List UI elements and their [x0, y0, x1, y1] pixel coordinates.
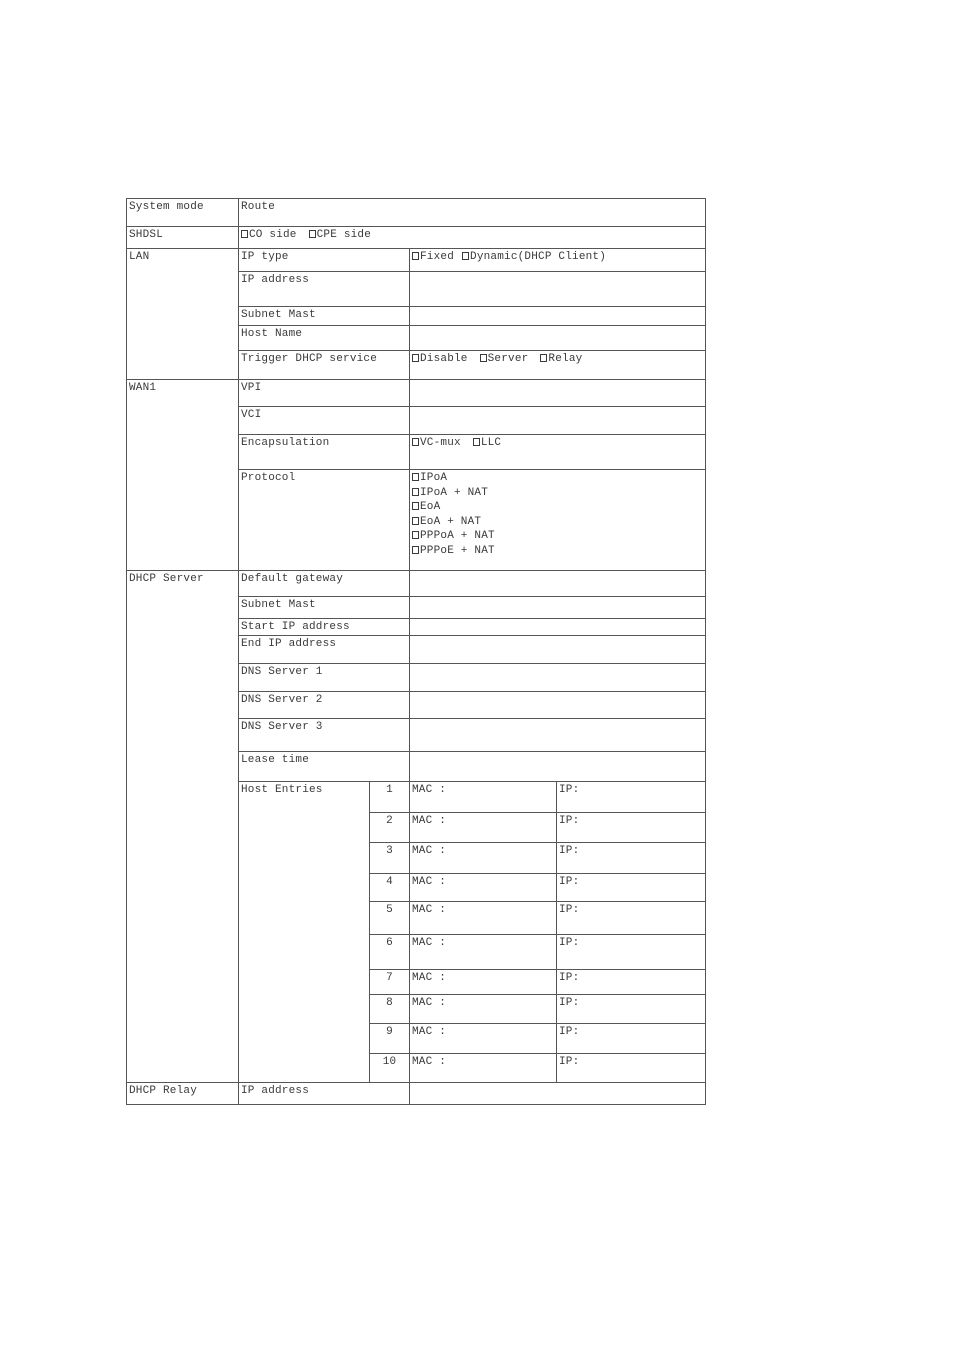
co-side-option[interactable]: CO side [241, 229, 297, 241]
dhcp-dns2-field[interactable] [410, 691, 706, 718]
host-entry-ip-field[interactable]: IP: [557, 1023, 706, 1053]
checkbox-icon[interactable] [462, 252, 469, 260]
checkbox-icon[interactable] [412, 546, 419, 554]
dhcp-end-ip-field[interactable] [410, 635, 706, 663]
vc-mux-option[interactable]: VC-mux [412, 437, 461, 449]
host-entry-mac-field[interactable]: MAC : [410, 781, 557, 812]
host-entry-number: 3 [370, 842, 410, 873]
host-entry-mac-field[interactable]: MAC : [410, 901, 557, 934]
host-entry-ip-field[interactable]: IP: [557, 842, 706, 873]
host-entry-mac-field[interactable]: MAC : [410, 1023, 557, 1053]
host-entry-mac-field[interactable]: MAC : [410, 994, 557, 1023]
lan-ip-type-options [410, 249, 706, 272]
wan1-encapsulation-options [410, 435, 706, 470]
lan-host-name-label: Host Name [239, 326, 410, 351]
lan-subnet-field[interactable] [410, 307, 706, 326]
checkbox-icon[interactable] [473, 438, 480, 446]
system-mode-row [127, 199, 706, 227]
dhcp-server-label: DHCP Server [127, 571, 239, 1083]
disable-option[interactable]: Disable [412, 353, 468, 365]
dhcp-start-ip-label: Start IP address [239, 619, 410, 636]
checkbox-icon[interactable] [412, 252, 419, 260]
host-entry-number: 4 [370, 873, 410, 901]
lan-label: LAN [127, 249, 239, 380]
lan-ip-address-field[interactable] [410, 272, 706, 307]
checkbox-icon[interactable] [309, 230, 316, 238]
checkbox-icon[interactable] [412, 531, 419, 539]
shdsl-options [239, 227, 706, 249]
host-entry-number: 7 [370, 969, 410, 994]
wan1-vpi-field[interactable] [410, 380, 706, 407]
dhcp-end-ip-label: End IP address [239, 635, 410, 663]
cpe-side-option[interactable]: CPE side [309, 229, 371, 241]
checkbox-icon[interactable] [480, 354, 487, 362]
checkbox-icon[interactable] [412, 354, 419, 362]
llc-option[interactable]: LLC [473, 437, 501, 449]
checkbox-icon[interactable] [412, 438, 419, 446]
dhcp-dns3-label: DNS Server 3 [239, 718, 410, 751]
checkbox-icon[interactable] [412, 488, 419, 496]
host-entry-ip-field[interactable]: IP: [557, 873, 706, 901]
host-entry-number: 1 [370, 781, 410, 812]
lan-trigger-dhcp-options [410, 351, 706, 380]
host-entry-mac-field[interactable]: MAC : [410, 1053, 557, 1082]
dhcp-subnet-field[interactable] [410, 597, 706, 619]
dhcp-dns2-label: DNS Server 2 [239, 691, 410, 718]
dhcp-dns1-label: DNS Server 1 [239, 663, 410, 691]
system-mode-label: System mode [127, 199, 239, 227]
dynamic-option[interactable]: Dynamic(DHCP Client) [462, 251, 606, 263]
dhcp-lease-time-label: Lease time [239, 751, 410, 781]
host-entry-mac-field[interactable]: MAC : [410, 842, 557, 873]
dhcp-lease-time-field[interactable] [410, 751, 706, 781]
lan-trigger-dhcp-label: Trigger DHCP service [239, 351, 410, 380]
eoa-nat-option[interactable]: EoA + NAT [412, 515, 703, 530]
wan1-vci-label: VCI [239, 407, 410, 435]
shdsl-label: SHDSL [127, 227, 239, 249]
host-entry-ip-field[interactable]: IP: [557, 1053, 706, 1082]
host-entry-number: 6 [370, 934, 410, 969]
ipoa-nat-option[interactable]: IPoA + NAT [412, 486, 703, 501]
host-entry-number: 10 [370, 1053, 410, 1082]
eoa-option[interactable]: EoA [412, 500, 703, 515]
host-entry-ip-field[interactable]: IP: [557, 781, 706, 812]
wan1-protocol-options [410, 470, 706, 571]
wan1-vpi-label: VPI [239, 380, 410, 407]
pppoa-nat-option[interactable]: PPPoA + NAT [412, 529, 703, 544]
dhcp-default-gateway-row [127, 571, 706, 597]
host-entry-ip-field[interactable]: IP: [557, 969, 706, 994]
host-entry-mac-field[interactable]: MAC : [410, 934, 557, 969]
host-entry-number: 2 [370, 812, 410, 842]
checkbox-icon[interactable] [412, 502, 419, 510]
host-entry-ip-field[interactable]: IP: [557, 934, 706, 969]
host-entry-number: 8 [370, 994, 410, 1023]
shdsl-row [127, 227, 706, 249]
dhcp-relay-ip-field[interactable] [410, 1082, 706, 1104]
dhcp-dns1-field[interactable] [410, 663, 706, 691]
dhcp-subnet-label: Subnet Mast [239, 597, 410, 619]
checkbox-icon[interactable] [241, 230, 248, 238]
host-entry-ip-field[interactable]: IP: [557, 994, 706, 1023]
lan-ip-type-row [127, 249, 706, 272]
host-entry-mac-field[interactable]: MAC : [410, 873, 557, 901]
wan1-vpi-row [127, 380, 706, 407]
checkbox-icon[interactable] [412, 473, 419, 481]
lan-ip-type-label: IP type [239, 249, 410, 272]
host-entry-number: 5 [370, 901, 410, 934]
wan1-protocol-label: Protocol [239, 470, 410, 571]
dhcp-default-gateway-label: Default gateway [239, 571, 410, 597]
dhcp-default-gateway-field[interactable] [410, 571, 706, 597]
lan-host-name-field[interactable] [410, 326, 706, 351]
lan-subnet-label: Subnet Mast [239, 307, 410, 326]
ipoa-option[interactable]: IPoA [412, 471, 703, 486]
dhcp-relay-label: DHCP Relay [127, 1082, 239, 1104]
wan1-vci-field[interactable] [410, 407, 706, 435]
dhcp-relay-ip-label: IP address [239, 1082, 410, 1104]
server-option[interactable]: Server [480, 353, 529, 365]
host-entry-ip-field[interactable]: IP: [557, 901, 706, 934]
lan-ip-address-label: IP address [239, 272, 410, 307]
pppoe-nat-option[interactable]: PPPoE + NAT [412, 544, 703, 559]
wan1-encapsulation-label: Encapsulation [239, 435, 410, 470]
checkbox-icon[interactable] [540, 354, 547, 362]
host-entry-mac-field[interactable]: MAC : [410, 812, 557, 842]
system-mode-value: Route [239, 199, 706, 227]
host-entries-label: Host Entries [239, 781, 370, 1082]
relay-option[interactable]: Relay [540, 353, 582, 365]
host-entry-mac-field[interactable]: MAC : [410, 969, 557, 994]
host-entry-ip-field[interactable]: IP: [557, 812, 706, 842]
checkbox-icon[interactable] [412, 517, 419, 525]
configuration-form-table [126, 198, 706, 1105]
dhcp-start-ip-field[interactable] [410, 619, 706, 636]
fixed-option[interactable]: Fixed [412, 251, 454, 263]
wan1-label: WAN1 [127, 380, 239, 571]
dhcp-relay-row [127, 1082, 706, 1104]
dhcp-dns3-field[interactable] [410, 718, 706, 751]
host-entry-number: 9 [370, 1023, 410, 1053]
